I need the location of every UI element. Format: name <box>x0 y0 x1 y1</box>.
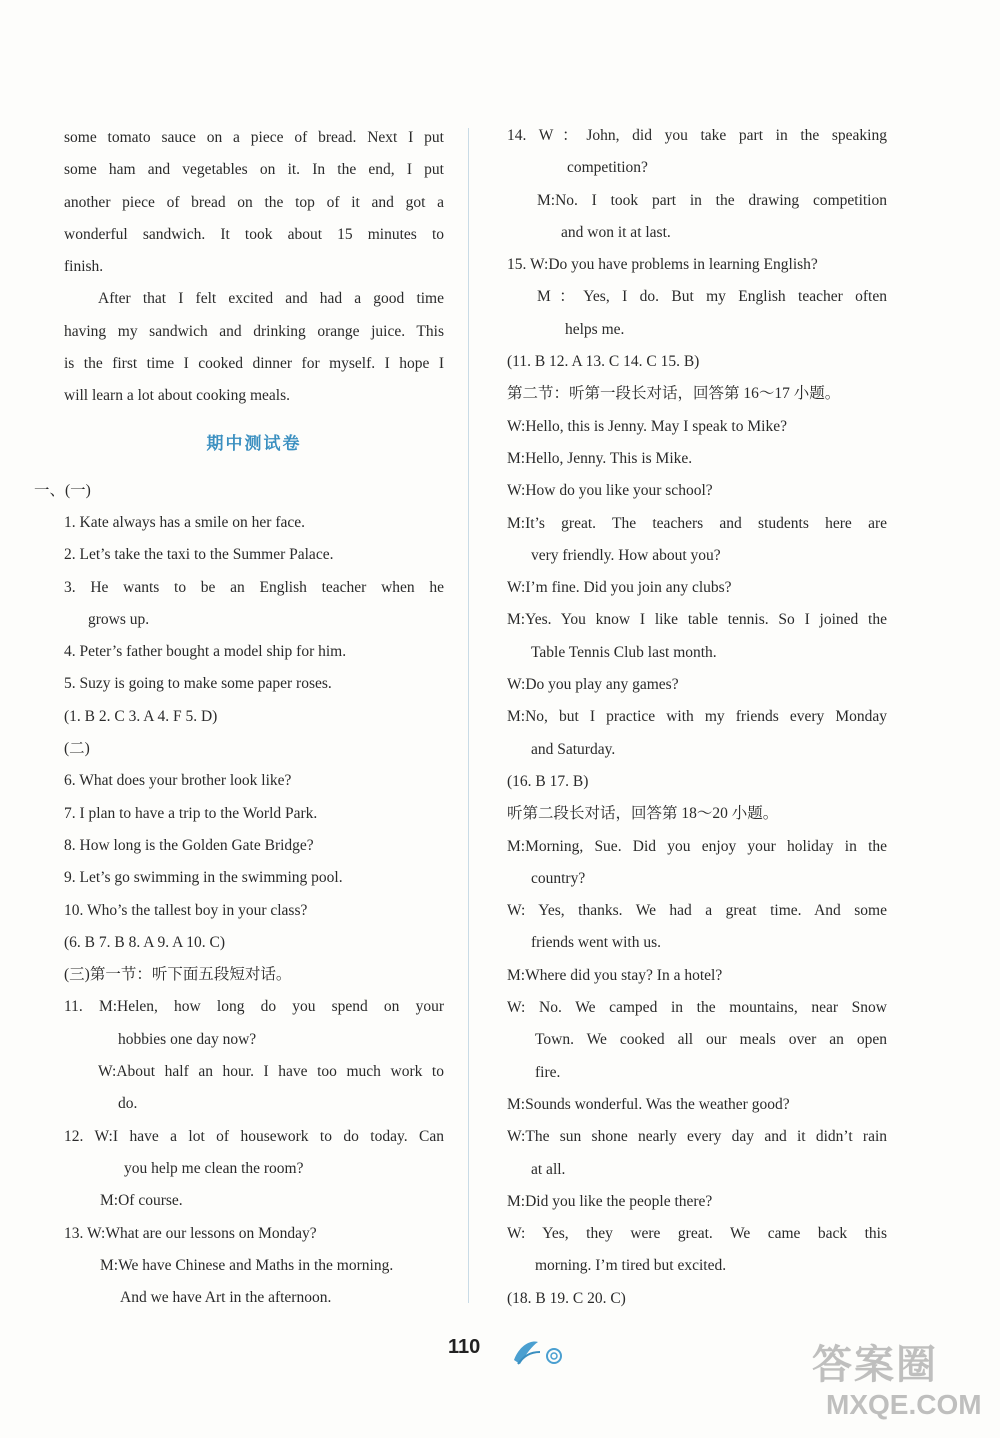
passage-line: some ham and vegetables on it. In the end, I put <box>64 161 444 179</box>
passage-line: After that I felt excited and had a good time <box>98 290 444 308</box>
question-item: 4. Peter’s father bought a model ship for him. <box>64 643 347 661</box>
dialog-line: and Saturday. <box>531 740 616 758</box>
section-heading: 第二节：听第一段长对话，回答第 16～17 小题。 <box>507 385 841 403</box>
dialog-line: W: Yes, they were great. We came back this <box>507 1225 887 1243</box>
dialog-line: Town. We cooked all our meals over an open <box>535 1031 887 1049</box>
passage-line: will learn a lot about cooking meals. <box>64 387 290 405</box>
watermark-url: MXQE.COM <box>826 1389 982 1420</box>
question-item: 7. I plan to have a trip to the World Park. <box>64 804 318 822</box>
dialog-line: W: Yes, thanks. We had a great time. And some <box>507 902 887 920</box>
dialog-line: M：Yes, I do. But my English teacher often <box>537 288 887 306</box>
dialog-line: M:Of course. <box>100 1192 183 1210</box>
passage-line: finish. <box>64 258 104 276</box>
dialog-line: W:Do you play any games? <box>507 676 679 694</box>
dialog-line: And we have Art in the afternoon. <box>120 1289 332 1307</box>
answer-key: (6. B 7. B 8. A 9. A 10. C) <box>64 933 226 951</box>
dialog-line: W:The sun shone nearly every day and it didn’t rain <box>507 1128 887 1146</box>
section-title: 期中测试卷 <box>206 433 302 453</box>
page-number: 110 <box>448 1336 481 1358</box>
question-item: 10. Who’s the tallest boy in your class? <box>64 901 308 919</box>
dialog-line: 12. W:I have a lot of housework to do today. Can <box>64 1127 444 1145</box>
answer-key: (18. B 19. C 20. C) <box>507 1289 626 1307</box>
question-item-cont: grows up. <box>88 610 150 628</box>
question-item: 1. Kate always has a smile on her face. <box>64 513 306 531</box>
section-heading: 听第二段长对话，回答第 18～20 小题。 <box>507 805 779 823</box>
dialog-line: friends went with us. <box>531 934 662 952</box>
left-column <box>34 122 444 1314</box>
dialog-line: M:Yes. You know I like table tennis. So I joined the <box>507 611 887 629</box>
passage-line: another piece of bread on the top of it and got a <box>64 193 444 211</box>
answer-key: (1. B 2. C 3. A 4. F 5. D) <box>64 707 218 725</box>
question-item: 6. What does your brother look like? <box>64 772 292 790</box>
leaf-swirl-icon <box>510 1336 570 1368</box>
dialog-line: fire. <box>535 1063 561 1081</box>
dialog-line: 11. M:Helen, how long do you spend on your <box>64 998 444 1016</box>
question-item: 5. Suzy is going to make some paper roses. <box>64 675 332 693</box>
dialog-line: M:We have Chinese and Maths in the morning. <box>100 1256 394 1274</box>
passage-line: having my sandwich and drinking orange juice. This <box>64 322 444 340</box>
dialog-line: country? <box>531 869 586 887</box>
dialog-line: and won it at last. <box>561 223 671 241</box>
dialog-line: very friendly. How about you? <box>531 546 721 564</box>
dialog-line: M:Sounds wonderful. Was the weather good? <box>507 1095 790 1113</box>
watermark <box>812 1342 998 1434</box>
dialog-line: you help me clean the room? <box>124 1159 304 1177</box>
right-column <box>507 120 887 1315</box>
passage-line: is the first time I cooked dinner for myself. I hope I <box>64 355 444 373</box>
dialog-line: M:Morning, Sue. Did you enjoy your holiday in the <box>507 837 887 855</box>
watermark-text: 答案圈 <box>812 1342 938 1388</box>
dialog-line: competition? <box>567 159 648 177</box>
dialog-line: do. <box>118 1095 138 1113</box>
question-item: 9. Let’s go swimming in the swimming pool. <box>64 869 343 887</box>
answer-key: (11. B 12. A 13. C 14. C 15. B) <box>507 353 700 371</box>
question-item: 3. He wants to be an English teacher when he <box>64 578 444 596</box>
dialog-line: M:No. I took part in the drawing competition <box>537 191 887 209</box>
dialog-line: 15. W:Do you have problems in learning English? <box>507 256 818 274</box>
answer-key: (16. B 17. B) <box>507 772 589 790</box>
part-heading: 一、(一) <box>34 481 91 499</box>
dialog-line: M:Where did you stay? In a hotel? <box>507 966 723 984</box>
question-item: 8. How long is the Golden Gate Bridge? <box>64 836 314 854</box>
dialog-line: 14. W：John, did you take part in the speaking <box>507 127 887 144</box>
dialog-line: 13. W:What are our lessons on Monday? <box>64 1224 317 1242</box>
dialog-line: hobbies one day now? <box>118 1030 257 1048</box>
part-heading: (三)第一节：听下面五段短对话。 <box>64 966 292 984</box>
column-divider <box>468 128 469 1303</box>
dialog-line: M:Hello, Jenny. This is Mike. <box>507 449 693 467</box>
dialog-line: helps me. <box>565 320 625 338</box>
question-item: 2. Let’s take the taxi to the Summer Palace. <box>64 546 334 564</box>
dialog-line: W:Hello, this is Jenny. May I speak to Mike? <box>507 417 787 435</box>
dialog-line: W: No. We camped in the mountains, near Snow <box>507 999 887 1017</box>
part-heading: (二) <box>64 740 90 758</box>
dialog-line: M:It’s great. The teachers and students here are <box>507 514 887 532</box>
dialog-line: W:About half an hour. I have too much work to <box>98 1063 444 1081</box>
dialog-line: at all. <box>531 1160 566 1178</box>
dialog-line: M:Did you like the people there? <box>507 1192 713 1210</box>
dialog-line: W:I’m fine. Did you join any clubs? <box>507 579 732 597</box>
passage-line: wonderful sandwich. It took about 15 minutes to <box>64 225 444 243</box>
dialog-line: morning. I’m tired but excited. <box>535 1257 727 1275</box>
dialog-line: W:How do you like your school? <box>507 482 713 500</box>
dialog-line: M:No, but I practice with my friends every Monday <box>507 708 887 726</box>
passage-line: some tomato sauce on a piece of bread. Next I put <box>64 129 444 146</box>
dialog-line: Table Tennis Club last month. <box>531 643 717 661</box>
